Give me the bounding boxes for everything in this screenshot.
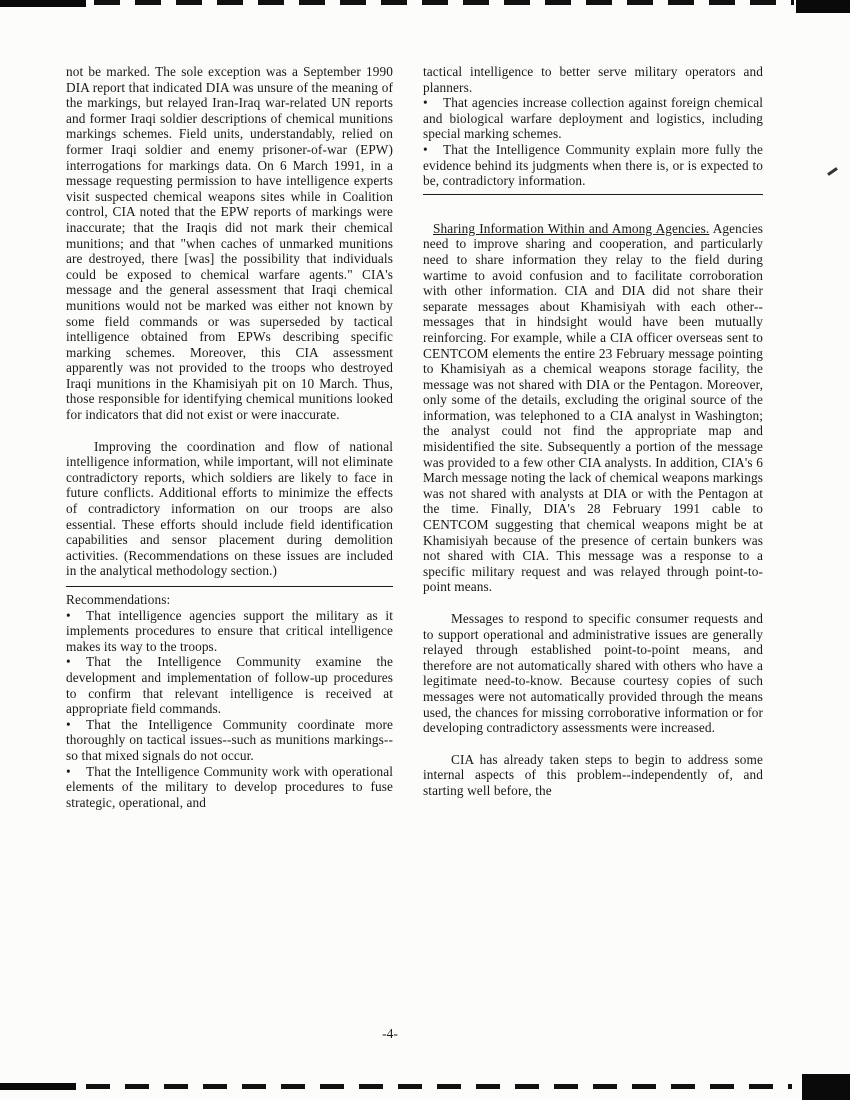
- right-column: [423, 64, 763, 810]
- recommendation-item: [423, 95, 763, 142]
- sharing-body: Agencies need to improve sharing and cooperation, and particularly need to share information they relay to the field during wartime to avoid confusion and to facilitate corroboration with other information. CIA and DIA did not share their separate messages about Khamisiyah with each other--messages that in hindsight would have been mutually reinforcing. For example, while a CIA officer overseas sent to CENTCOM elements the entire 23 February message pointing to Khamisiyah as a chemical weapons storage facility, the message was not shared with DIA or the Pentagon. Moreover, only some of the details, excluding the original source of the information, was telephoned to a CIA analyst in Washington; the analyst could not find the appropriate map and misidentified the site. Subsequently a portion of the message was provided to a few other CIA analysts. In addition, CIA's 6 March message noting the lack of chemical weapons markings was not shared with analysts at DIA or with the Pentagon at the time. Finally, DIA's 28 February 1991 cable to CENTCOM suggesting that chemical weapons might be at Khamisiyah because of the presence of certain bunkers was not shared with CIA. This message was a response to a specific military request and was relayed through point-to-point means.: [423, 220, 763, 595]
- bullet-icon: •: [66, 716, 71, 732]
- bullet-icon: •: [66, 654, 71, 670]
- page-number: -4-: [382, 1026, 398, 1041]
- scan-mark-right-tick: [827, 167, 838, 176]
- bullet-icon: •: [423, 95, 428, 111]
- left-column: [66, 64, 393, 810]
- recommendation-item: [66, 608, 393, 655]
- recommendation-text: That agencies increase collection against foreign chemical and biological warfare deployment and logistics, including special marking schemes.: [423, 95, 763, 142]
- recommendation-text: That the Intelligence Community explain more fully the evidence behind its judgments when there is, or is expected to be, contradictory information.: [423, 141, 763, 189]
- bullet-icon: •: [66, 763, 71, 779]
- scan-mark-bottom-dashes: [86, 1084, 792, 1089]
- divider-below-recommendations: [423, 194, 763, 195]
- recommendation-item: [423, 142, 763, 189]
- recommendations-heading: Recommendations:: [66, 592, 171, 607]
- recommendation-item: [66, 717, 393, 764]
- paragraph-markings: not be marked. The sole exception was a September 1990 DIA report that indicated DIA was unsure of the meaning of the markings, but relayed Iran-Iraq war-related UN reports and former Iraqi soldier descriptions of chemical munitions markings schemes. Field units, understandably, relied on former Iraqi soldier and enemy prisoner-of-war (EPW) interrogations for markings data. On 6 March 1991, in a message requesting permission to have intelligence experts visit suspected chemical weapons sites while in Coalition control, CIA noted that the EPW reports of markings were inaccurate; that the Iraqis did not mark their chemical munitions; and that "when caches of unmarked munitions are destroyed, there [was] the possibility that individuals could be exposed to chemical warfare agents." CIA's message and the general assessment that Iraqi chemical munitions would not be marked was either not known by some field commands or was superseded by tactical intelligence obtained from EPWs describing specific marking schemes. Moreover, this CIA assessment apparently was not provided to the troops who destroyed Iraqi munitions in the Khamisiyah pit on 10 March. Thus, those responsible for identifying chemical munitions looked for indicators that did not exist or were inaccurate.: [66, 64, 393, 423]
- recommendation-text: That intelligence agencies support the military as it implements procedures to ensure that critical intelligence makes its way to the troops.: [66, 607, 393, 654]
- paragraph-cia-steps: CIA has already taken steps to begin to address some internal aspects of this problem--independently of, and starting well before, the: [423, 751, 763, 798]
- bullet-icon: •: [66, 607, 71, 623]
- bullet-icon: •: [423, 141, 428, 157]
- paragraph-messages: Messages to respond to specific consumer requests and to support operational and administrative issues are generally relayed through established point-to-point means, and therefore are not automatically shared with others who have a legitimate need-to-know. Because courtesy copies of such messages were not automatically provided through the means used, the chances for missing corroborative information or for developing contradictory assessments were increased.: [423, 611, 763, 736]
- scan-mark-top-left: [0, 0, 86, 7]
- sharing-paragraph: [423, 221, 763, 595]
- sharing-heading: Sharing Information Within and Among Agencies.: [433, 220, 710, 236]
- page-body: [66, 64, 763, 810]
- recommendation-item: [66, 764, 393, 811]
- recommendation-text: That the Intelligence Community examine the development and implementation of follow-up procedures to confirm that relevant intelligence is received at appropriate field commands.: [66, 654, 393, 717]
- recommendation-item: [66, 654, 393, 716]
- recommendation-text: That the Intelligence Community coordinate more thoroughly on tactical issues--such as munitions markings--so that mixed signals do not occur.: [66, 716, 393, 763]
- paragraph-coordination: Improving the coordination and flow of national intelligence information, while important, will not eliminate contradictory reports, which soldiers are likely to face in future conflicts. Additional efforts to minimize the effects of contradictory information on our troops are also essential. These efforts should include field identification capabilities and sensor placement during demolition activities. (Recommendations on these issues are included in the analytical methodology section.): [66, 438, 393, 579]
- recommendation-continuation: tactical intelligence to better serve military operators and planners.: [423, 64, 763, 95]
- scan-mark-top-dashes: [94, 0, 794, 5]
- scan-mark-top-right: [796, 0, 850, 13]
- recommendation-text: That the Intelligence Community work with operational elements of the military to develop procedures to fuse strategic, operational, and: [66, 763, 393, 810]
- scan-mark-bottom-left: [0, 1083, 76, 1090]
- divider-above-recommendations: [66, 586, 393, 587]
- scan-mark-bottom-right: [802, 1074, 850, 1100]
